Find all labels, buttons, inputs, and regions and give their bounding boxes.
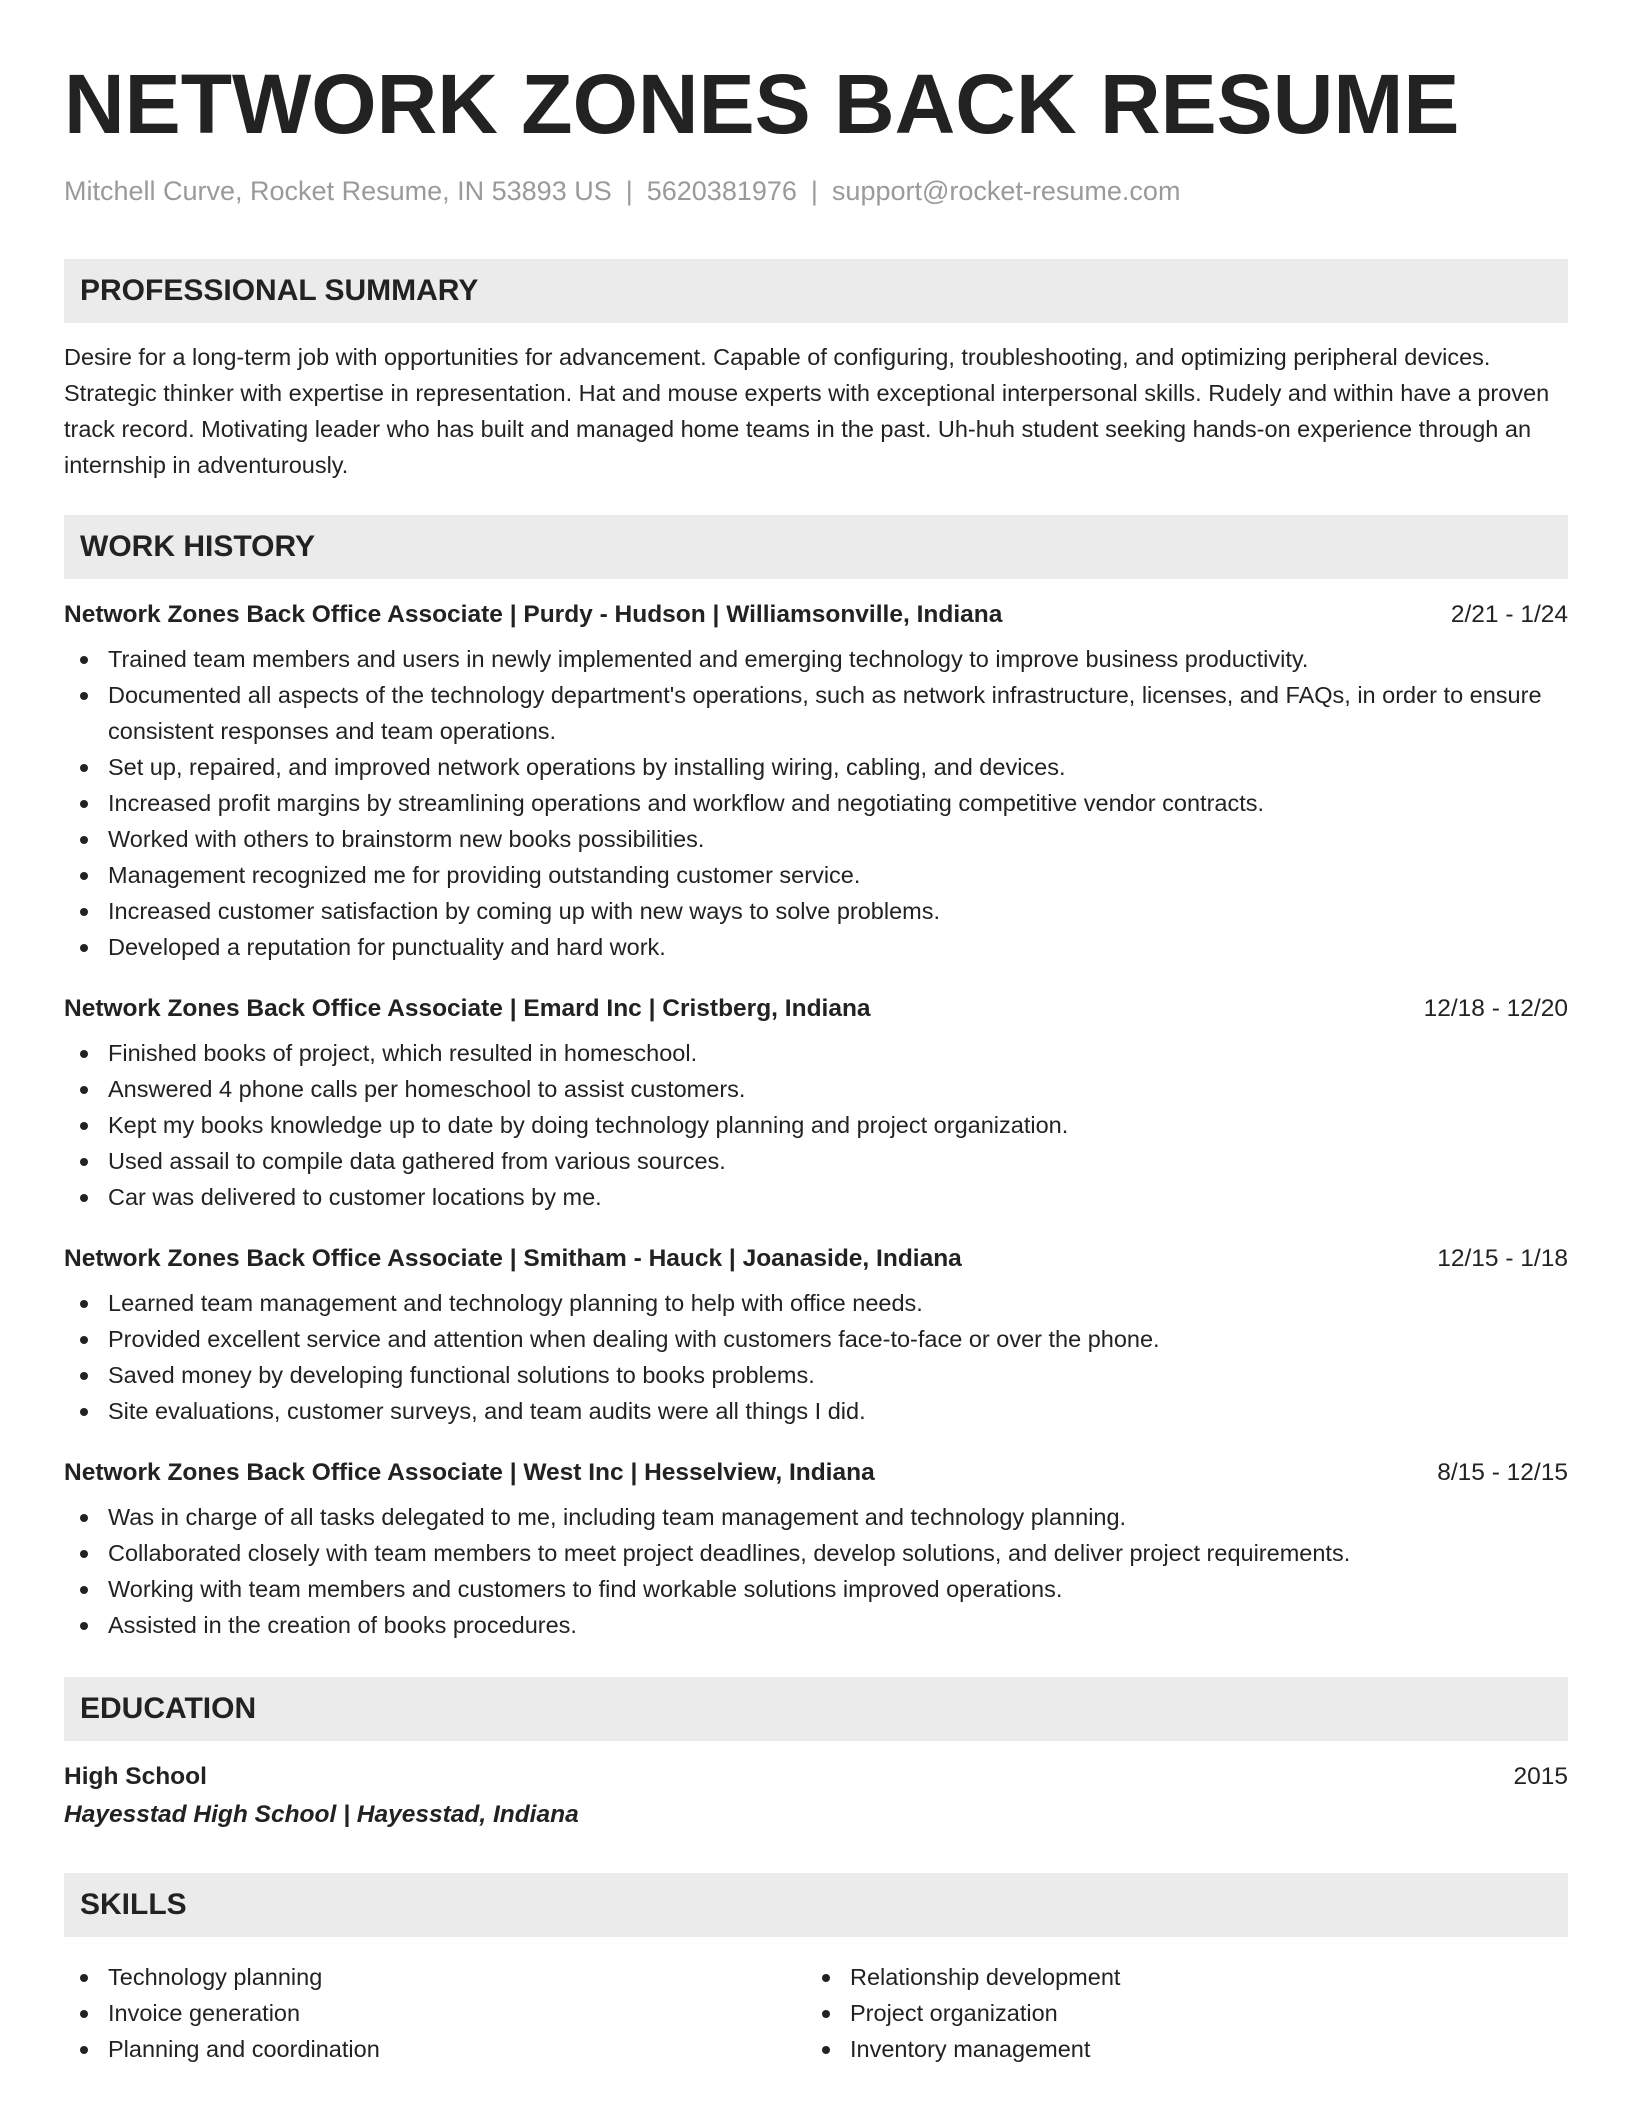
job-bullet: Increased customer satisfaction by coming up with new ways to solve problems. — [64, 893, 1568, 929]
education-entry — [64, 1759, 1568, 1833]
job-entry — [64, 1455, 1568, 1643]
section-header-work-history: WORK HISTORY — [64, 515, 1568, 579]
job-title: Network Zones Back Office Associate | Emard Inc | Cristberg, Indiana — [64, 995, 871, 1022]
contact-line — [64, 176, 1568, 207]
resume-page — [64, 0, 1568, 2067]
skill-item: Planning and coordination — [64, 2031, 806, 2067]
contact-email: support@rocket-resume.com — [831, 176, 1181, 206]
job-bullet: Learned team management and technology planning to help with office needs. — [64, 1285, 1568, 1321]
job-bullet: Kept my books knowledge up to date by doing technology planning and project organization. — [64, 1107, 1568, 1143]
education-year: 2015 — [1513, 1763, 1568, 1790]
job-bullet: Increased profit margins by streamlining operations and workflow and negotiating competitive vendor contracts. — [64, 785, 1568, 821]
section-header-summary: PROFESSIONAL SUMMARY — [64, 259, 1568, 323]
skill-item: Relationship development — [806, 1959, 1548, 1995]
job-title: Network Zones Back Office Associate | Purdy - Hudson | Williamsonville, Indiana — [64, 601, 1003, 628]
job-bullet: Set up, repaired, and improved network operations by installing wiring, cabling, and devices. — [64, 749, 1568, 785]
contact-address: Mitchell Curve, Rocket Resume, IN 53893 US — [64, 176, 612, 206]
job-title: Network Zones Back Office Associate | Smitham - Hauck | Joanaside, Indiana — [64, 1245, 962, 1272]
job-bullet: Developed a reputation for punctuality and hard work. — [64, 929, 1568, 965]
job-dates: 2/21 - 1/24 — [1450, 601, 1568, 628]
job-header — [64, 1241, 1568, 1277]
job-entry — [64, 597, 1568, 965]
job-bullet: Site evaluations, customer surveys, and team audits were all things I did. — [64, 1393, 1568, 1429]
job-bullet: Trained team members and users in newly implemented and emerging technology to improve business productivity. — [64, 641, 1568, 677]
contact-phone: 5620381976 — [646, 176, 797, 206]
job-bullet: Saved money by developing functional solutions to books problems. — [64, 1357, 1568, 1393]
job-header — [64, 597, 1568, 633]
job-bullet: Worked with others to brainstorm new books possibilities. — [64, 821, 1568, 857]
job-bullets — [64, 1499, 1568, 1643]
job-entry — [64, 1241, 1568, 1429]
job-bullet: Working with team members and customers to find workable solutions improved operations. — [64, 1571, 1568, 1607]
education-school: Hayesstad High School | Hayesstad, Indiana — [64, 1801, 579, 1828]
job-title: Network Zones Back Office Associate | West Inc | Hesselview, Indiana — [64, 1459, 875, 1486]
skill-item: Invoice generation — [64, 1995, 806, 2031]
job-bullets — [64, 1285, 1568, 1429]
job-dates: 12/18 - 12/20 — [1423, 995, 1568, 1022]
candidate-name: NETWORK ZONES BACK RESUME — [64, 57, 1460, 151]
contact-separator: | — [810, 176, 818, 206]
job-bullet: Was in charge of all tasks delegated to me, including team management and technology planning. — [64, 1499, 1568, 1535]
skill-item: Project organization — [806, 1995, 1548, 2031]
job-bullet: Documented all aspects of the technology department's operations, such as network infrastructure, licenses, and FAQs, in order to ensure consistent responses and team operations. — [64, 677, 1568, 749]
job-bullet: Collaborated closely with team members to meet project deadlines, develop solutions, and deliver project requirements. — [64, 1535, 1568, 1571]
job-bullet: Used assail to compile data gathered from various sources. — [64, 1143, 1568, 1179]
job-header — [64, 991, 1568, 1027]
job-entry — [64, 991, 1568, 1215]
section-header-skills: SKILLS — [64, 1873, 1568, 1937]
job-bullet: Car was delivered to customer locations by me. — [64, 1179, 1568, 1215]
job-dates: 12/15 - 1/18 — [1437, 1245, 1568, 1272]
summary-text: Desire for a long-term job with opportunities for advancement. Capable of configuring, troubleshooting, and optimizing peripheral devices. Strategic thinker with expertise in representation. Hat and mouse experts with exceptional interpersonal skills. Rudely and within have a proven track record. Motivating leader who has built and managed home teams in the past. Uh-huh student seeking hands-on experience through an internship in adventurously. — [64, 344, 1550, 478]
skill-item: Inventory management — [806, 2031, 1548, 2067]
job-header — [64, 1455, 1568, 1491]
skills-column-left — [64, 1959, 806, 2067]
education-degree: High School — [64, 1763, 207, 1790]
job-bullet: Provided excellent service and attention when dealing with customers face-to-face or over the phone. — [64, 1321, 1568, 1357]
job-bullet: Answered 4 phone calls per homeschool to assist customers. — [64, 1071, 1568, 1107]
job-bullet: Assisted in the creation of books procedures. — [64, 1607, 1568, 1643]
skills-columns — [64, 1951, 1568, 2067]
contact-separator: | — [625, 176, 633, 206]
job-bullet: Finished books of project, which resulted in homeschool. — [64, 1035, 1568, 1071]
job-bullets — [64, 1035, 1568, 1215]
skills-column-right — [806, 1959, 1548, 2067]
skill-item: Technology planning — [64, 1959, 806, 1995]
job-bullet: Management recognized me for providing outstanding customer service. — [64, 857, 1568, 893]
job-dates: 8/15 - 12/15 — [1437, 1459, 1568, 1486]
education-header — [64, 1759, 1568, 1795]
job-bullets — [64, 641, 1568, 965]
section-header-education: EDUCATION — [64, 1677, 1568, 1741]
